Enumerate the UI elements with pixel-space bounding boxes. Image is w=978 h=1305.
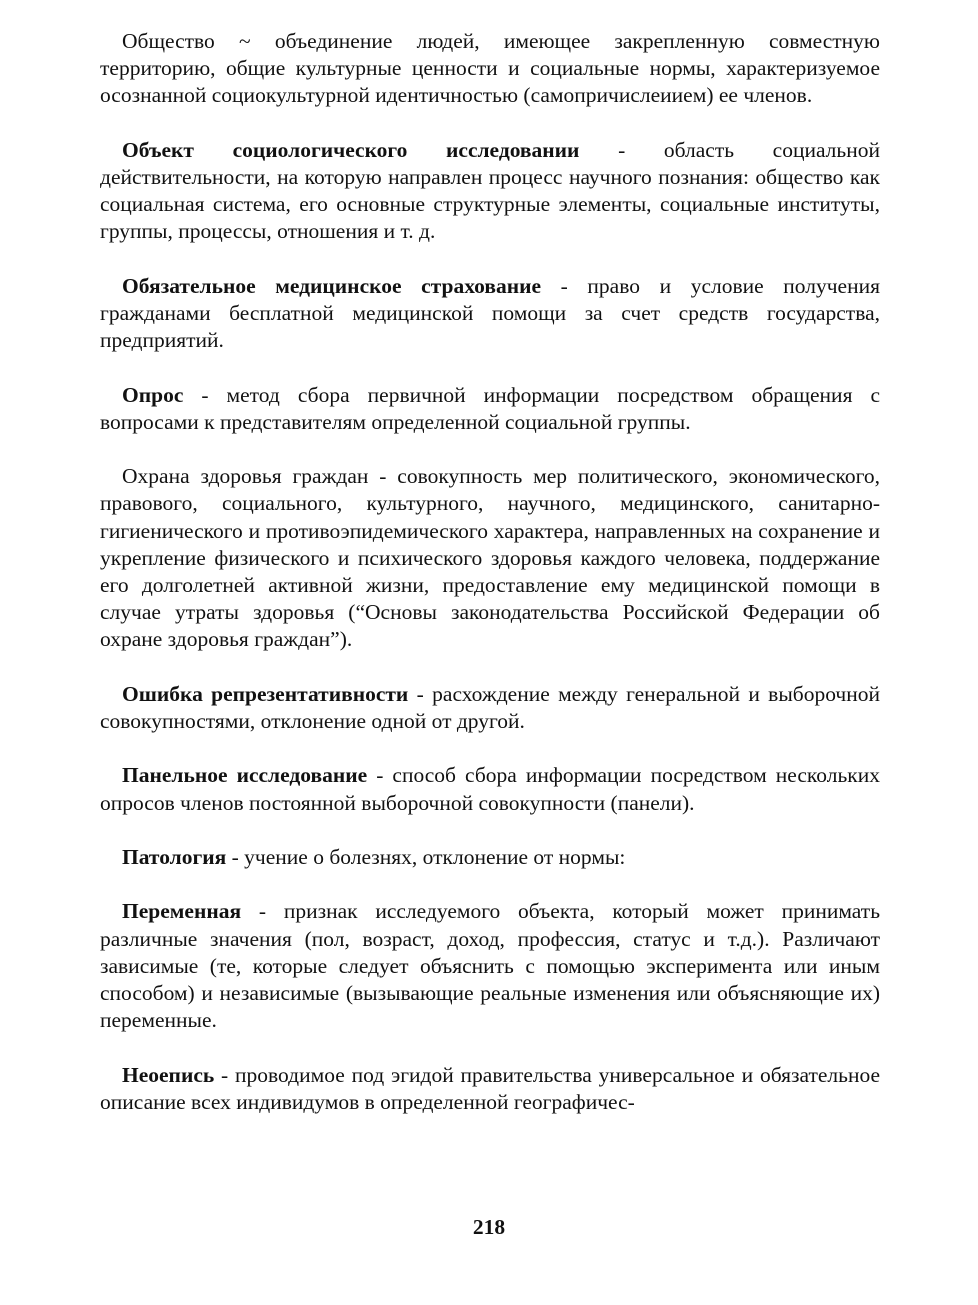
document-page xyxy=(100,28,880,1143)
entry-definition: - право и условие получения гражданами бесплатной медицинской помощи за счет средств государства, предприятий. xyxy=(100,273,880,353)
entry-term: Неоепись xyxy=(122,1062,215,1087)
entry-term: Переменная xyxy=(122,899,242,924)
entry-definition: - проводимое под эгидой правительства универсальное и обязательное описание всех индивидумов в определенной географичес- xyxy=(100,1062,880,1114)
entry-definition: Общество ~ объединение людей, имеющее закрепленную совместную территорию, общие культурные ценности и социальные нормы, характеризуемое осознанной социокультурной идентичностью (самопричислеиием) ее членов. xyxy=(100,29,880,108)
entry-definition: - признак исследуемого объекта, который может принимать различные значения (пол, возраст, доход, профессия, статус и т.д.). Различают зависимые (те, которые следует объяснить с помощью эксперимента или иным способом) и независимые (вызывающие реальные изменения или объясняющие их) переменные. xyxy=(100,899,880,1033)
entry-obekt-sotsiologicheskogo-issledovaniya xyxy=(100,137,880,246)
entry-panelnoe-issledovanie xyxy=(100,762,880,816)
entry-definition: - метод сбора первичной информации посредством обращения с вопросами к представителям определенной социальной группы. xyxy=(100,382,880,434)
entry-definition: Охрана здоровья граждан - совокупность мер политического, экономического, правового, социального, культурного, научного, медицинского, санитарно- гигиенического и противоэпидемического характера, направленных на сохранение и укрепление физического и психического здоровья каждого человека, поддержание его долголетней активной жизни, предоставление ему медицинской помощи в случае утраты здоровья (“Основы законодательства Российской Федерации об охране здоровья граждан”). xyxy=(100,464,880,652)
entry-obshchestvo xyxy=(100,28,880,110)
entry-obyazatelnoe-meditsinskoe-strakhovanie xyxy=(100,273,880,355)
entry-opros xyxy=(100,382,880,436)
entry-neoepis xyxy=(100,1062,880,1116)
entry-term: Ошибка репрезентативности xyxy=(122,681,409,706)
entry-definition: - способ сбора информации посредством нескольких опросов членов постоянной выборочной совокупности (панели). xyxy=(100,763,880,815)
entry-term: Патология xyxy=(122,844,227,869)
entry-term: Обязательное медицинское страхование xyxy=(122,273,542,298)
entry-definition: - расхождение между генеральной и выборочной совокупностями, отклонение одной от другой. xyxy=(100,681,880,733)
entry-patologiya xyxy=(100,844,880,871)
entry-definition: - область социальной действительности, на которую направлен процесс научного познания: общество как социальная система, его основные структурные элементы, социальные институты, группы, процессы, отношения и т. д. xyxy=(100,137,880,244)
entry-term: Опрос xyxy=(122,382,184,407)
entry-oshibka-reprezentativnosti xyxy=(100,681,880,735)
entry-okhrana-zdorovya-grazhdan xyxy=(100,463,880,653)
entry-peremennaya xyxy=(100,898,880,1034)
entry-definition: - учение о болезнях, отклонение от нормы: xyxy=(226,844,626,869)
page-number: 218 xyxy=(472,1215,506,1239)
entry-term: Панельное исследование xyxy=(122,763,368,788)
entry-term: Объект социологического исследовании xyxy=(122,137,580,162)
